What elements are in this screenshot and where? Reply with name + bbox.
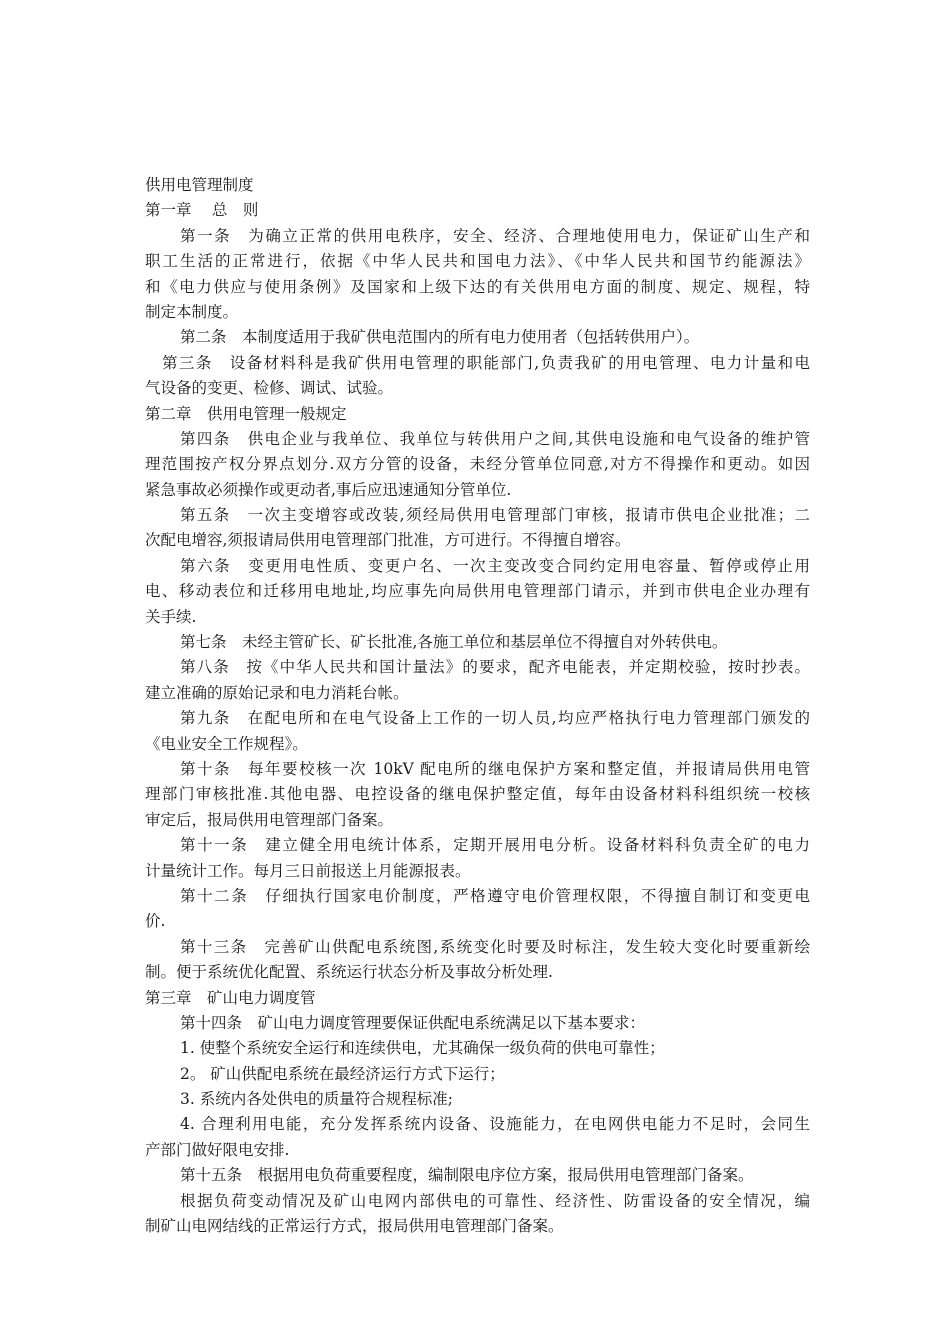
article-10-line-1: 第十条 每年要校核一次 10kV 配电所的继电保护方案和整定值，并报请局供用电管 [180, 759, 810, 778]
article-4-line-2: 理范围按产权分界点划分.双方分管的设备，未经分管单位同意,对方不得操作和更动。如因 [145, 455, 810, 474]
article-9-line-2: 《电业安全工作规程》。 [145, 734, 308, 753]
final-paragraph-line-1: 根据负荷变动情况及矿山电网内部供电的可靠性、经济性、防雷设备的安全情况，编 [180, 1191, 810, 1210]
article-6-line-3: 关手续. [145, 607, 197, 626]
article-3-line-2: 气设备的变更、检修、调试、试验。 [145, 379, 394, 398]
article-11-line-2: 计量统计工作。每月三日前报送上月能源报表。 [145, 861, 471, 880]
article-10-line-3: 审定后，报局供用电管理部门备案。 [145, 810, 394, 829]
article-1-line-3: 和《电力供应与使用条例》及国家和上级下达的有关供用电方面的制度、规定、规程，特 [145, 277, 810, 296]
article-6-line-2: 电、移动表位和迁移用电地址,均应事先向局供用电管理部门请示，并到市供电企业办理有 [145, 582, 810, 601]
requirement-1: 1. 使整个系统安全运行和连续供电，尤其确保一级负荷的供电可靠性； [180, 1039, 665, 1058]
chapter-1-heading: 第一章 总 则 [145, 201, 259, 220]
requirement-2: 2。 矿山供配电系统在最经济运行方式下运行； [180, 1064, 505, 1083]
article-8-line-1: 第八条 按《中华人民共和国计量法》的要求，配齐电能表，并定期校验，按时抄表。 [180, 658, 810, 677]
document-title: 供用电管理制度 [145, 176, 254, 194]
article-13-line-1: 第十三条 完善矿山供配电系统图,系统变化时要及时标注，发生较大变化时要重新绘 [180, 937, 810, 956]
article-5-line-2: 次配电增容,须报请局供用电管理部门批准，方可进行。不得擅自增容。 [145, 531, 631, 550]
article-7: 第七条 未经主管矿长、矿长批准,各施工单位和基层单位不得擅自对外转供电。 [180, 633, 728, 652]
article-1-line-1: 第一条 为确立正常的供用电秩序，安全、经济、合理地使用电力，保证矿山生产和 [180, 226, 810, 245]
requirement-4-line-2: 产部门做好限电安排. [145, 1140, 290, 1159]
article-3-line-1: 第三条 设备材料科是我矿供用电管理的职能部门,负责我矿的用电管理、电力计量和电 [162, 353, 810, 372]
article-2: 第二条 本制度适用于我矿供电范围内的所有电力使用者（包括转供用户）。 [180, 328, 700, 347]
article-13-line-2: 制。便于系统优化配置、系统运行状态分析及事故分析处理. [145, 963, 553, 982]
article-6-line-1: 第六条 变更用电性质、变更户名、一次主变改变合同约定用电容量、暂停或停止用 [180, 556, 810, 575]
chapter-2-heading: 第二章 供用电管理一般规定 [145, 404, 347, 423]
document-body [145, 173, 810, 1239]
article-10-line-2: 理部门审核批准.其他电器、电控设备的继电保护整定值，每年由设备材料科组织统一校核 [145, 785, 810, 804]
article-8-line-2: 建立准确的原始记录和电力消耗台帐。 [145, 683, 409, 702]
final-paragraph-line-2: 制矿山电网结线的正常运行方式，报局供用电管理部门备案。 [145, 1217, 564, 1236]
article-5-line-1: 第五条 一次主变增容或改装,须经局供用电管理部门审核，报请市供电企业批准；二 [180, 506, 810, 525]
requirement-4-line-1: 4. 合理利用电能，充分发挥系统内设备、设施能力，在电网供电能力不足时，会同生 [180, 1115, 810, 1134]
requirement-3: 3. 系统内各处供电的质量符合规程标准; [180, 1090, 453, 1109]
article-11-line-1: 第十一条 建立健全用电统计体系，定期开展用电分析。设备材料科负责全矿的电力 [180, 836, 810, 855]
article-9-line-1: 第九条 在配电所和在电气设备上工作的一切人员,均应严格执行电力管理部门颁发的 [180, 709, 810, 728]
article-4-line-3: 紧急事故必须操作或更动者,事后应迅速通知分管单位. [145, 480, 512, 499]
article-4-line-1: 第四条 供电企业与我单位、我单位与转供用户之间,其供电设施和电气设备的维护管 [180, 429, 810, 448]
article-14: 第十四条 矿山电力调度管理要保证供配电系统满足以下基本要求： [180, 1013, 646, 1032]
article-12-line-2: 价. [145, 912, 166, 931]
article-12-line-1: 第十二条 仔细执行国家电价制度，严格遵守电价管理权限，不得擅自制订和变更电 [180, 886, 810, 905]
article-1-line-4: 制定本制度。 [145, 302, 239, 321]
chapter-3-heading: 第三章 矿山电力调度管 [145, 988, 316, 1007]
article-15: 第十五条 根据用电负荷重要程度，编制限电序位方案，报局供用电管理部门备案。 [180, 1166, 754, 1185]
article-1-line-2: 职工生活的正常进行，依据《中华人民共和国电力法》、《中华人民共和国节约能源法》 [145, 252, 810, 271]
